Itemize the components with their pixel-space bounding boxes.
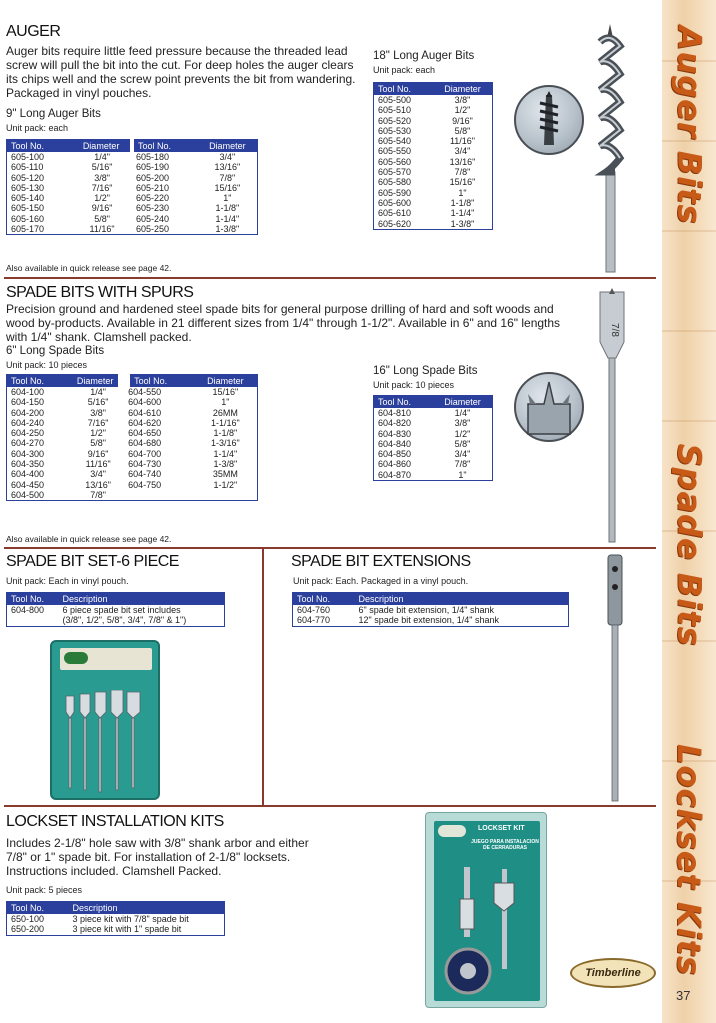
diameter-cell: 3/4" <box>454 146 471 157</box>
diameter-cell: 1" <box>221 397 230 408</box>
tool-no-cell: 604-350 <box>11 459 45 470</box>
auger-18-heading: 18" Long Auger Bits <box>373 50 475 62</box>
diameter-cell: 9/16" <box>452 115 473 126</box>
col-header: Diameter <box>72 140 132 153</box>
auger-18-unit: Unit pack: each <box>373 65 436 75</box>
table-row <box>374 449 493 459</box>
tool-no-cell: 605-610 <box>378 208 412 219</box>
table-row <box>374 116 493 126</box>
tool-no-cell: 605-100 <box>11 152 45 162</box>
diameter-cell: 7/8" <box>454 459 471 470</box>
diameter-cell: 3/8" <box>454 418 471 429</box>
tool-no-cell: 605-210 <box>135 182 170 193</box>
spade-6-note: Also available in quick release see page 42. <box>6 534 172 544</box>
extension-bar-image <box>600 553 630 803</box>
tool-no-cell: 650-100 <box>11 914 45 924</box>
tool-no-cell: 605-510 <box>378 105 412 116</box>
diameter-cell: 5/8" <box>454 125 471 136</box>
diameter-cell: 1-1/4" <box>213 448 238 459</box>
tool-no-cell: 605-190 <box>135 162 170 173</box>
lockset-table <box>6 901 225 936</box>
spade-bit-size-marking: 7/8 <box>609 323 620 337</box>
lockset-title: LOCKSET INSTALLATION KITS <box>6 813 224 830</box>
table-row <box>7 605 225 615</box>
diameter-cell: 1-3/8" <box>450 218 475 229</box>
timberline-logo <box>570 958 656 988</box>
tool-no-cell: 604-870 <box>378 469 412 480</box>
diameter-cell: 35MM <box>212 469 238 480</box>
diameter-cell: 1/4" <box>94 152 110 162</box>
table-row <box>7 214 258 224</box>
tool-no-cell: 604-650 <box>128 428 162 439</box>
section-divider <box>4 547 656 549</box>
diameter-cell: 13/16" <box>85 479 111 490</box>
diameter-cell: 7/8" <box>90 489 106 500</box>
tool-no-cell: 604-610 <box>128 407 162 418</box>
tool-no-cell: 604-700 <box>128 448 162 459</box>
table-row <box>7 914 225 924</box>
table-row <box>7 469 258 479</box>
tool-no-cell: 650-200 <box>11 924 45 935</box>
col-header: Tool No. <box>124 375 194 388</box>
col-header: Description <box>59 593 225 606</box>
description-cell: 6" spade bit extension, 1/4" shank <box>358 605 494 615</box>
tool-no-cell: 605-540 <box>378 136 412 147</box>
table-row <box>7 162 258 172</box>
tool-no-cell: 604-240 <box>11 417 45 428</box>
table-row <box>374 418 493 428</box>
table-row <box>7 173 258 183</box>
tool-no-cell: 604-840 <box>378 438 412 449</box>
table-row <box>374 95 493 105</box>
tool-no-cell: 605-110 <box>11 162 44 173</box>
table-row <box>374 177 493 187</box>
diameter-cell: 5/16" <box>87 397 109 408</box>
spade-6-table <box>6 374 258 501</box>
tool-no-cell: 604-770 <box>297 615 331 626</box>
table-row <box>7 490 258 501</box>
col-header: Tool No. <box>7 140 73 153</box>
diameter-cell: 13/16" <box>449 156 476 167</box>
diameter-cell: 13/16" <box>214 162 241 173</box>
section-divider <box>4 277 656 279</box>
tool-no-cell: 604-300 <box>11 448 45 459</box>
table-row <box>7 224 258 235</box>
auger-9-table <box>6 139 258 235</box>
tool-no-cell: 604-800 <box>11 605 45 615</box>
tool-no-cell: 605-570 <box>378 167 412 178</box>
table-row <box>7 449 258 459</box>
diameter-cell: 1-1/8" <box>215 203 240 214</box>
tool-no-cell: 605-520 <box>378 115 412 126</box>
table-row <box>374 208 493 218</box>
spade-set-table <box>6 592 225 627</box>
table-row <box>7 183 258 193</box>
diameter-cell: 7/8" <box>219 172 236 183</box>
diameter-cell: 1-3/16" <box>211 438 240 449</box>
table-row <box>374 146 493 156</box>
sidebar-title-auger: Auger Bits <box>670 25 708 225</box>
col-header: Tool No. <box>132 140 198 153</box>
column-divider <box>262 549 264 805</box>
table-row <box>7 152 258 162</box>
table-row <box>374 408 493 418</box>
extensions-title: SPADE BIT EXTENSIONS <box>291 553 471 570</box>
table-row <box>293 615 569 626</box>
tool-no-cell: 604-620 <box>128 417 162 428</box>
spade-description: Precision ground and hardened steel spade bits for general purpose drilling of hard and soft woods and wood by-products. Available in 21 different sizes from 1/4" through 1-1/2". Available in 6" and 16" lengths with 1/4" shank. Clamshell packed. <box>6 302 561 344</box>
tool-no-cell: 604-730 <box>128 459 162 470</box>
spade-6-unit: Unit pack: 10 pieces <box>6 360 88 370</box>
tool-no-cell: 604-250 <box>11 428 45 439</box>
table-row <box>7 193 258 203</box>
table-row <box>7 387 258 397</box>
tool-no-cell: 604-750 <box>128 479 162 490</box>
tool-no-cell: 605-250 <box>135 224 170 235</box>
tool-no-cell: 605-220 <box>135 193 170 204</box>
diameter-cell: 1" <box>458 469 467 480</box>
diameter-cell: 5/16" <box>91 162 113 173</box>
tool-no-cell: 605-530 <box>378 125 412 136</box>
table-row <box>374 459 493 469</box>
spade-tip-icon <box>516 374 582 440</box>
diameter-cell: 1-3/8" <box>215 224 240 235</box>
tool-no-cell: 604-760 <box>297 605 331 615</box>
tool-no-cell: 605-550 <box>378 146 412 157</box>
sidebar-title-spade: Spade Bits <box>670 443 708 647</box>
diameter-cell: 1" <box>458 187 467 198</box>
tool-no-cell: 605-240 <box>135 213 170 224</box>
spade-title: SPADE BITS WITH SPURS <box>6 284 194 301</box>
auger-tip-icon <box>516 87 582 153</box>
tool-no-cell: 604-270 <box>11 438 45 449</box>
tool-no-cell: 605-130 <box>11 182 45 193</box>
diameter-cell: 1-1/4" <box>215 213 240 224</box>
col-header: Description <box>69 902 225 915</box>
tool-no-cell: 604-810 <box>378 408 412 418</box>
tool-no-cell: 604-550 <box>128 387 162 397</box>
diameter-cell: 15/16" <box>212 387 239 397</box>
tool-no-cell: 605-230 <box>135 203 170 214</box>
spade-16-unit: Unit pack: 10 pieces <box>373 380 455 390</box>
table-row <box>7 203 258 213</box>
tool-no-cell: 605-580 <box>378 177 412 188</box>
tool-no-cell: 604-100 <box>11 387 45 397</box>
diameter-cell: 1-3/8" <box>213 459 238 470</box>
diameter-cell: 5/8" <box>94 213 110 224</box>
diameter-cell: 5/8" <box>90 438 106 449</box>
table-row <box>7 615 225 626</box>
lockset-kit-contents-icon <box>440 859 536 999</box>
diameter-cell: 1-1/2" <box>213 479 238 490</box>
diameter-cell: 11/16" <box>89 224 115 235</box>
table-row <box>374 167 493 177</box>
description-cell: 3 piece kit with 1" spade bit <box>72 924 182 935</box>
tool-no-cell: 605-170 <box>11 224 45 235</box>
table-row <box>7 924 225 935</box>
diameter-cell: 1/4" <box>454 408 471 418</box>
spade-set-pouch-image <box>50 640 160 800</box>
sidebar-title-lockset: Lockset Kits <box>670 744 709 976</box>
diameter-cell: 1-1/8" <box>450 197 475 208</box>
description-cell: 3 piece kit with 7/8" spade bit <box>72 914 189 924</box>
auger-9-heading: 9" Long Auger Bits <box>6 108 101 120</box>
diameter-cell: 3/8" <box>90 407 106 418</box>
tool-no-cell: 604-450 <box>11 479 45 490</box>
lockset-package-label: LOCKSET KIT <box>478 825 525 832</box>
diameter-cell: 15/16" <box>449 177 476 188</box>
spade-set-title: SPADE BIT SET-6 PIECE <box>6 553 179 570</box>
diameter-cell: 7/8" <box>454 167 471 178</box>
diameter-cell: 1/2" <box>94 193 110 204</box>
lockset-description: Includes 2-1/8" hole saw with 3/8" shank arbor and either 7/8" or 1" spade bit. For installation of 2-1/8" locksets. Instructions included. Clamshell Packed. <box>6 836 309 878</box>
tool-no-cell: 604-820 <box>378 418 412 429</box>
diameter-cell: 3/4" <box>454 449 471 460</box>
table-row <box>374 429 493 439</box>
tool-no-cell: 604-150 <box>11 397 45 408</box>
col-header: Diameter <box>198 140 258 153</box>
auger-9-unit: Unit pack: each <box>6 123 69 133</box>
spade-16-table <box>373 395 493 481</box>
col-header: Diameter <box>433 396 493 409</box>
extensions-unit: Unit pack: Each. Packaged in a vinyl pouch. <box>293 576 469 586</box>
tool-no-cell: 605-560 <box>378 156 412 167</box>
col-header: Diameter <box>433 83 493 96</box>
spade-6-heading: 6" Long Spade Bits <box>6 345 105 357</box>
diameter-cell: 1-1/8" <box>213 428 238 439</box>
table-row <box>374 188 493 198</box>
diameter-cell: 1-1/4" <box>450 208 475 219</box>
diameter-cell: 11/16" <box>85 459 111 470</box>
table-row <box>374 157 493 167</box>
table-row <box>374 198 493 208</box>
tool-no-cell: 605-120 <box>11 172 45 183</box>
spade-bits-row-icon <box>62 690 152 798</box>
tool-no-cell: 604-830 <box>378 428 412 439</box>
description-cell: 6 piece spade bit set includes <box>62 605 181 615</box>
diameter-cell: 26MM <box>212 407 238 418</box>
diameter-cell: 1/2" <box>454 428 471 439</box>
table-row <box>7 397 258 407</box>
tool-no-cell: 604-860 <box>378 459 412 470</box>
table-row <box>7 428 258 438</box>
diameter-cell: 1/2" <box>454 105 471 116</box>
diameter-cell: 1/4" <box>90 387 106 397</box>
col-header: Diameter <box>72 375 124 388</box>
table-row <box>374 439 493 449</box>
auger-tip-closeup-image <box>514 85 584 155</box>
lockset-package-subtitle: JUEGO PARA INSTALACION DE CERRADURAS <box>471 839 539 851</box>
table-row <box>7 480 258 490</box>
col-header: Tool No. <box>7 593 59 606</box>
diameter-cell: 1" <box>223 193 232 204</box>
diameter-cell: 3/4" <box>90 469 106 480</box>
table-row <box>7 459 258 469</box>
diameter-cell: 7/16" <box>87 417 109 428</box>
tool-no-cell: 604-600 <box>128 397 162 408</box>
tool-no-cell: 604-200 <box>11 407 45 418</box>
table-row <box>374 105 493 115</box>
tool-no-cell: 605-200 <box>135 172 170 183</box>
diameter-cell: 7/16" <box>91 182 113 193</box>
diameter-cell: 3/8" <box>454 95 471 105</box>
spade-bit-image <box>590 288 634 544</box>
tool-no-cell: 605-500 <box>378 95 412 105</box>
diameter-cell: 9/16" <box>91 203 113 214</box>
auger-9-note: Also available in quick release see page 42. <box>6 263 172 273</box>
table-row <box>374 126 493 136</box>
diameter-cell: 1/2" <box>90 428 106 439</box>
tool-no-cell <box>124 490 194 501</box>
col-header: Tool No. <box>7 902 69 915</box>
col-header: Tool No. <box>374 83 433 96</box>
tool-no-cell: 605-600 <box>378 197 412 208</box>
table-row <box>7 438 258 448</box>
section-divider <box>4 805 656 807</box>
tool-no-cell: 605-150 <box>11 203 45 214</box>
tool-no-cell: 604-740 <box>128 469 162 480</box>
diameter-cell <box>194 490 258 501</box>
lockset-package-image <box>425 812 547 1008</box>
tool-no-cell: 604-400 <box>11 469 45 480</box>
table-row <box>374 219 493 230</box>
col-header: Description <box>355 593 569 606</box>
table-row <box>293 605 569 615</box>
col-header: Diameter <box>194 375 258 388</box>
spade-set-unit: Unit pack: Each in vinyl pouch. <box>6 576 129 586</box>
extensions-table <box>292 592 569 627</box>
table-row <box>374 470 493 481</box>
auger-18-table <box>373 82 493 230</box>
tool-no-cell: 605-180 <box>135 152 170 162</box>
diameter-cell: 3/8" <box>94 172 110 183</box>
col-header: Tool No. <box>293 593 355 606</box>
page-number: 37 <box>676 988 691 1003</box>
tool-no-cell: 605-140 <box>11 193 45 204</box>
description-cell: 12" spade bit extension, 1/4" shank <box>358 615 499 626</box>
auger-description: Auger bits require little feed pressure because the threaded lead screw will pull the bit into the cut. For deep holes the auger clears its chips well and the screw point prevents the bit from wandering. Packaged in vinyl pouches. <box>6 44 356 100</box>
spade-tip-closeup-image <box>514 372 584 442</box>
logo-text: Timberline <box>585 967 641 979</box>
diameter-cell: 3/4" <box>219 152 236 162</box>
table-row <box>374 136 493 146</box>
col-header: Tool No. <box>374 396 433 409</box>
auger-bit-image <box>590 22 630 274</box>
col-header: Tool No. <box>7 375 73 388</box>
diameter-cell: 9/16" <box>87 448 109 459</box>
lockset-unit: Unit pack: 5 pieces <box>6 885 83 895</box>
tool-no-cell: 604-850 <box>378 449 412 460</box>
tool-no-cell: 605-590 <box>378 187 412 198</box>
diameter-cell: 1-1/16" <box>211 417 240 428</box>
diameter-cell: 5/8" <box>454 438 471 449</box>
auger-title: AUGER <box>6 23 61 40</box>
tool-no-cell: 605-620 <box>378 218 412 229</box>
table-row <box>7 418 258 428</box>
tool-no-cell: 605-160 <box>11 213 45 224</box>
diameter-cell: 15/16" <box>214 182 241 193</box>
table-row <box>7 408 258 418</box>
description-cell: (3/8", 1/2", 5/8", 3/4", 7/8" & 1") <box>62 615 187 626</box>
tool-no-cell: 604-680 <box>128 438 162 449</box>
diameter-cell: 11/16" <box>449 136 475 147</box>
spade-16-heading: 16" Long Spade Bits <box>373 365 478 377</box>
tool-no-cell: 604-500 <box>11 489 45 500</box>
